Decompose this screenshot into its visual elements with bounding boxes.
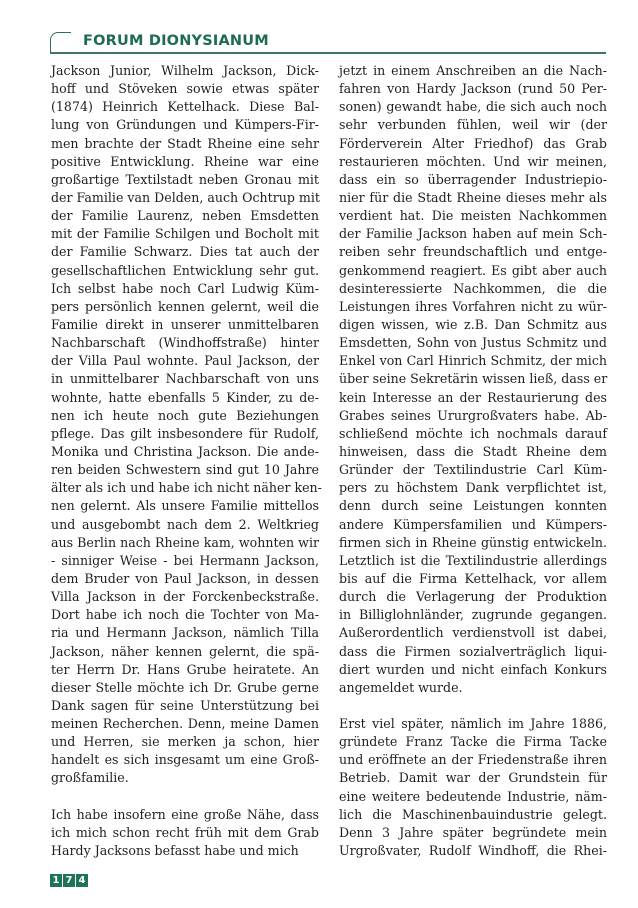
text-line: Letztlich ist die Textilindustrie allerdings	[339, 552, 607, 568]
page-number-digit: 7	[63, 874, 75, 887]
text-line: bis auf die Firma Kettelhack, vor allem	[339, 570, 607, 586]
text-line: dass die Firmen sozialverträglich liqui-	[339, 643, 607, 659]
text-line: gründete Franz Tacke die Firma Tacke	[339, 734, 607, 750]
text-line: großartige Textilstadt neben Gronau mit	[51, 171, 319, 187]
text-line: Förderverein Alter Friedhof) das Grab	[339, 135, 607, 151]
text-line: der Familie Schwarz. Dies tat auch der	[51, 244, 319, 260]
text-line: nen gelernt. Als unsere Familie mittellos	[51, 498, 319, 514]
text-line: gesellschaftlichen Entwicklung sehr gut.	[51, 262, 319, 278]
text-line: schließend möchte ich nochmals darauf	[339, 425, 607, 441]
text-line: Hardy Jacksons befasst habe und mich	[51, 843, 299, 859]
page-number	[50, 874, 88, 887]
text-line: Leistungen ihres Vorfahren nicht zu wür-	[339, 298, 607, 314]
text-line: aus Berlin nach Rheine kam, wohnten wir	[51, 534, 319, 550]
text-column-right	[339, 62, 607, 860]
text-line: fahren von Hardy Jackson (rund 50 Per-	[339, 81, 607, 97]
text-line: Jackson Junior, Wilhelm Jackson, Dick-	[51, 63, 319, 78]
text-line: in Billiglohnländer, zugrunde gegangen.	[339, 607, 607, 623]
running-header	[50, 32, 606, 54]
text-line: Ich selbst habe noch Carl Ludwig Küm-	[51, 280, 319, 296]
text-line: älter als ich und habe ich nicht näher ken-	[51, 480, 322, 496]
text-line: der Villa Paul wohnte. Paul Jackson, der	[51, 353, 319, 369]
text-line: Monika und Christina Jackson. Die ande-	[51, 443, 319, 459]
text-line: Ich habe insofern eine große Nähe, dass	[51, 806, 319, 822]
text-line: firmen sich in Rheine günstig entwickeln.	[339, 534, 607, 550]
text-line: in unmittelbarer Nachbarschaft von uns	[51, 371, 319, 387]
text-line: dieser Stelle möchte ich Dr. Grube gerne	[51, 679, 319, 695]
text-line: - sinniger Weise - bei Hermann Jackson,	[51, 552, 319, 568]
text-line: Denn 3 Jahre später begründete mein	[339, 824, 607, 840]
text-line: men brachte der Stadt Rheine eine sehr	[51, 135, 319, 151]
text-line: eine weitere bedeutende Industrie, näm-	[339, 788, 607, 804]
text-line: meinen Recherchen. Denn, meine Damen	[51, 716, 319, 732]
text-line: handelt es sich insgesamt um eine Groß-	[51, 752, 319, 768]
text-line: digen wissen, wie z.B. Dan Schmitz aus	[339, 316, 607, 332]
text-line: großfamilie.	[51, 770, 129, 786]
text-line: lung von Gründungen und Kümpers-Fir-	[51, 117, 319, 133]
text-line: denn durch seine Leistungen konnten	[339, 498, 607, 514]
text-line: hoff und Stöveken sowie etwas später	[51, 81, 319, 97]
text-line: nen ich heute noch gute Beziehungen	[51, 407, 319, 423]
text-line: Enkel von Carl Hinrich Schmitz, der mich	[339, 353, 607, 369]
text-line: Dank sagen für seine Unterstützung bei	[51, 697, 319, 713]
text-line: genkommend reagiert. Es gibt aber auch	[339, 262, 607, 278]
text-line: sonen) gewandt habe, die sich auch noch	[339, 99, 607, 115]
paragraph-gap	[339, 697, 607, 715]
text-line: durch die Verlagerung der Produktion	[339, 589, 607, 605]
text-line: Urgroßvater, Rudolf Windhoff, die Rhei-	[339, 843, 607, 859]
text-line: ter Herrn Dr. Hans Grube heiratete. An	[51, 661, 319, 677]
text-line: jetzt in einem Anschreiben an die Nach-	[339, 63, 607, 78]
text-line: wohnte, hatte ebenfalls 5 Kinder, zu de-	[51, 389, 319, 405]
publication-title: FORUM DIONYSIANUM	[83, 33, 269, 49]
text-line: ria und Hermann Jackson, nämlich Tilla	[51, 625, 319, 641]
text-line: angemeldet wurde.	[339, 679, 463, 695]
text-line: positive Entwicklung. Rheine war eine	[51, 153, 319, 169]
text-line: nier für die Stadt Rheine dieses mehr als	[339, 189, 607, 205]
text-line: und eröffnete an der Friedenstraße ihren	[339, 752, 607, 768]
text-line: Grabes seines Ururgroßvaters habe. Ab-	[339, 407, 607, 423]
text-line: verdient hat. Die meisten Nachkommen	[339, 208, 607, 224]
text-line: reiben sehr freundschaftlich und entge-	[339, 244, 607, 260]
text-line: mit der Familie Schilgen und Bocholt mit	[51, 226, 319, 242]
page-number-digit: 1	[50, 874, 62, 887]
text-line: ich mich schon recht früh mit dem Grab	[51, 824, 319, 840]
text-line: Betrieb. Damit war der Grundstein für	[339, 770, 607, 786]
text-line: dass ein so überragender Industriepio-	[339, 171, 607, 187]
text-line: Villa Jackson in der Forckenbeckstraße.	[51, 589, 319, 605]
page-number-digit: 4	[76, 874, 88, 887]
text-line: der Familie Laurenz, neben Emsdetten	[51, 208, 319, 224]
text-line: über seine Sekretärin wissen ließ, dass er	[339, 371, 608, 387]
text-line: und Herren, sie merken ja schon, hier	[51, 734, 319, 750]
text-line: Dort habe ich noch die Tochter von Ma-	[51, 607, 319, 623]
header-corner-frame	[50, 32, 71, 53]
paragraph-gap	[51, 788, 319, 806]
text-line: kein Interesse an der Restaurierung des	[339, 389, 607, 405]
text-line: und ausgebombt nach dem 2. Weltkrieg	[51, 516, 319, 532]
text-line: Nachbarschaft (Windhoffstraße) hinter	[51, 335, 319, 351]
text-line: diert wurden und nicht einfach Konkurs	[339, 661, 607, 677]
text-line: pflege. Das gilt insbesondere für Rudolf,	[51, 425, 319, 441]
text-line: dem Bruder von Paul Jackson, in dessen	[51, 570, 319, 586]
text-line: sehr verbunden fühlen, weil wir (der	[339, 117, 607, 133]
text-line: der Familie Jackson haben auf mein Sch-	[339, 226, 607, 242]
text-line: Erst viel später, nämlich im Jahre 1886,	[339, 716, 607, 732]
text-line: andere Kümpersfamilien und Kümpers-	[339, 516, 607, 532]
text-line: ren beiden Schwestern sind gut 10 Jahre	[51, 462, 319, 478]
text-line: Jackson, näher kennen gelernt, die spä-	[51, 643, 319, 659]
text-line: pers persönlich kennen gelernt, weil die	[51, 298, 319, 314]
header-rule	[50, 52, 606, 54]
text-line: restaurieren möchten. Und wir meinen,	[339, 153, 607, 169]
text-line: pers zu höchstem Dank verpflichtet ist,	[339, 480, 607, 496]
text-line: (1874) Heinrich Kettelhack. Diese Bal-	[51, 99, 319, 115]
text-line: Familie direkt in unserer unmittelbaren	[51, 316, 319, 332]
text-line: desinteressierte Nachkommen, die die	[339, 280, 607, 296]
text-line: Außerordentlich verdienstvoll ist dabei,	[339, 625, 607, 641]
text-line: lich die Maschinenbauindustrie gelegt.	[339, 806, 607, 822]
text-line: Gründer der Textilindustrie Carl Küm-	[339, 462, 607, 478]
text-line: der Familie van Delden, auch Ochtrup mit	[51, 189, 320, 205]
text-column-left	[51, 62, 322, 860]
text-line: hinweisen, dass die Stadt Rheine dem	[339, 443, 607, 459]
text-line: Emsdetten, Sohn von Justus Schmitz und	[339, 335, 607, 351]
